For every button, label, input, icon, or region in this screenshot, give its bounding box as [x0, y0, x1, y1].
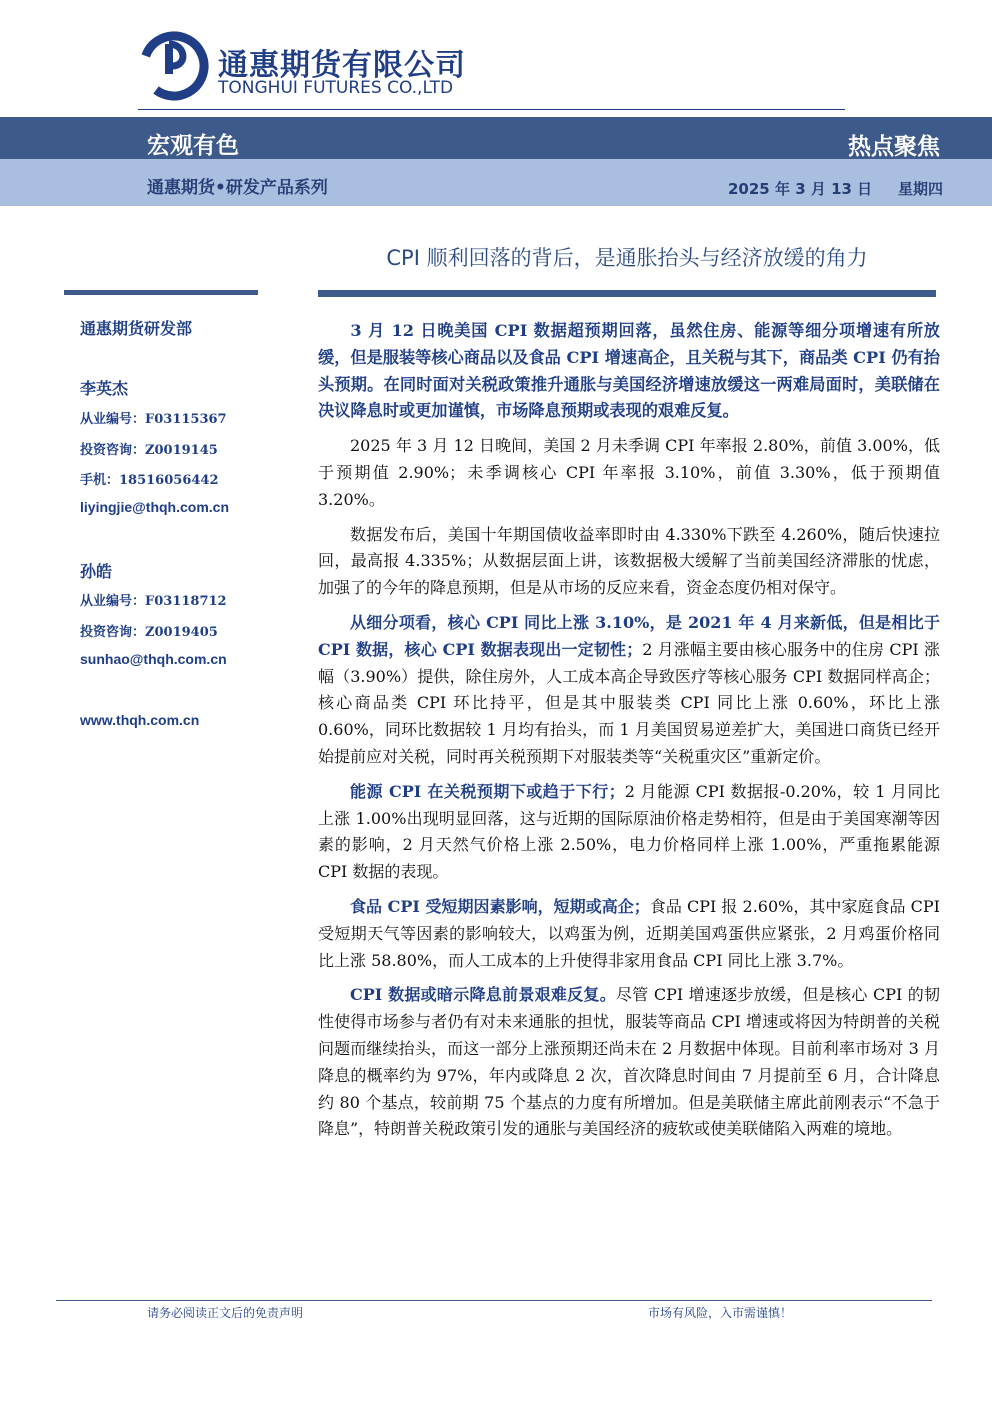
body-paragraph: 2025 年 3 月 12 日晚间，美国 2 月未季调 CPI 年率报 2.80%，前值 3.00%，低于预期值 2.90%；未季调核心 CPI 年率报 3.10%，前值 3.30%，低于预期值 3.20%。: [318, 436, 940, 509]
column-label: 热点聚焦: [848, 134, 940, 160]
body-paragraph: [318, 982, 940, 1143]
summary-paragraph: 3 月 12 日晚美国 CPI 数据超预期回落，虽然住房、能源等细分项增速有所放缓，但是服装等核心商品以及食品 CPI 增速高企，且关税与其下，商品类 CPI 仍有抬头预期。在同时面对关税政策推升通胀与美国经济增速放缓这一两难局面时，美联储在决议降息时或更加谨慎，市场降息预期或表现的艰难反复。: [318, 321, 940, 421]
company-name-cn: 通惠期货有限公司: [218, 48, 466, 83]
section-label: 宏观有色: [147, 133, 239, 159]
report-body: [318, 318, 940, 1151]
analyst-phone: 手机：18516056442: [80, 473, 219, 488]
disclaimer-notice: 请务必阅读正文后的免责声明: [147, 1306, 304, 1320]
title-divider: [318, 290, 936, 297]
sidebar-divider: [64, 290, 258, 295]
tonghui-logo-icon: [138, 30, 210, 102]
analyst-consult: 投资咨询：Z0019405: [80, 625, 218, 640]
paragraph-text: 尽管 CPI 增速逐步放缓，但是核心 CPI 的韧性使得市场参与者仍有对未来通胀的担忧，服装等商品 CPI 增速或将因为特朗普的关税问题而继续抬头，而这一部分上涨预期还尚未在 2 月数据中体现。目前利率市场对 3 月降息的概率约为 97%，年内或降息 2 次，首次降息时间由 7 月提前至 6 月，合计降息约 80 个基点，较前期 75 个基点的力度有所增加。但是美联储主席此前刚表示“不急于降息”，特朗普关税政策引发的通胀与美国经济的疲软或使美联储陷入两难的境地。: [318, 985, 940, 1139]
body-paragraph: 数据发布后，美国十年期国债收益率即时由 4.330%下跌至 4.260%，随后快速拉回，最高报 4.335%；从数据层面上讲，该数据极大缓解了当前美国经济滞胀的忧虑，加强了的今年的降息预期，但是从市场的反应来看，资金态度仍相对保守。: [318, 524, 940, 598]
analyst-email[interactable]: liyingjie@thqh.com.cn: [80, 499, 229, 515]
paragraph-highlight: 从细分项看，核心 CPI 同比上涨 3.10%，是 2021 年 4 月来新低，但是相比于 CPI 数据，核心 CPI 数据表现出一定韧性；: [318, 612, 940, 659]
series-label: 通惠期货•研发产品系列: [147, 178, 328, 198]
analyst-consult: 投资咨询：Z0019145: [80, 443, 218, 458]
website-link[interactable]: www.thqh.com.cn: [80, 712, 200, 728]
risk-warning: 市场有风险，入市需谨慎！: [648, 1306, 793, 1320]
footer-divider: [56, 1300, 932, 1301]
dept-name: 通惠期货研发部: [80, 319, 193, 338]
analyst-name: 李英杰: [80, 379, 129, 398]
analyst-email[interactable]: sunhao@thqh.com.cn: [80, 651, 227, 667]
logo-divider: [138, 109, 845, 110]
analyst-license: 从业编号：F03118712: [80, 594, 227, 609]
analyst-name: 孙皓: [80, 562, 113, 581]
paragraph-text: 食品 CPI 报 2.60%，其中家庭食品 CPI 受短期天气等因素的影响较大，以鸡蛋为例，近期美国鸡蛋供应紧张，2 月鸡蛋价格同比上涨 58.80%，而人工成本的上升使得非家用食品 CPI 同比上涨 3.7%。: [318, 896, 940, 970]
body-paragraph: [318, 894, 940, 974]
paragraph-text: 2 月涨幅主要由核心服务中的住房 CPI 涨幅（3.90%）提供，除住房外，人工成本高企导致医疗等核心服务 CPI 数据同样高企；核心商品类 CPI 环比持平，但是其中服装类 CPI 同比上涨 0.60%，环比上涨 0.60%，同环比数据较 1 月均有抬头，而 1 月美国贸易逆差扩大，美国进口商货已经开始提前应对关税，同时再关税预期下对服装类等“关税重灾区”重新定价。: [318, 639, 940, 766]
paragraph-highlight: 能源 CPI 在关税预期下或趋于下行；: [350, 781, 625, 801]
report-weekday: 星期四: [898, 180, 944, 198]
report-date: 2025 年 3 月 13 日: [728, 180, 873, 198]
paragraph-highlight: 食品 CPI 受短期因素影响，短期或高企；: [350, 896, 650, 916]
company-name-en: TONGHUI FUTURES CO.,LTD: [218, 78, 454, 98]
report-title: CPI 顺利回落的背后，是通胀抬头与经济放缓的角力: [386, 246, 868, 270]
paragraph-highlight: CPI 数据或暗示降息前景艰难反复。: [350, 985, 616, 1005]
body-paragraph: [318, 610, 940, 771]
body-paragraph: [318, 779, 940, 886]
paragraph-text: 2 月能源 CPI 数据报-0.20%，较 1 月同比上涨 1.00%出现明显回落，这与近期的国际原油价格走势相符，但是由于美国寒潮等因素的影响，2 月天然气价格上涨 2.50%，电力价格同样上涨 1.00%，严重拖累能源 CPI 数据的表现。: [318, 781, 940, 882]
analyst-license: 从业编号：F03115367: [80, 412, 227, 427]
